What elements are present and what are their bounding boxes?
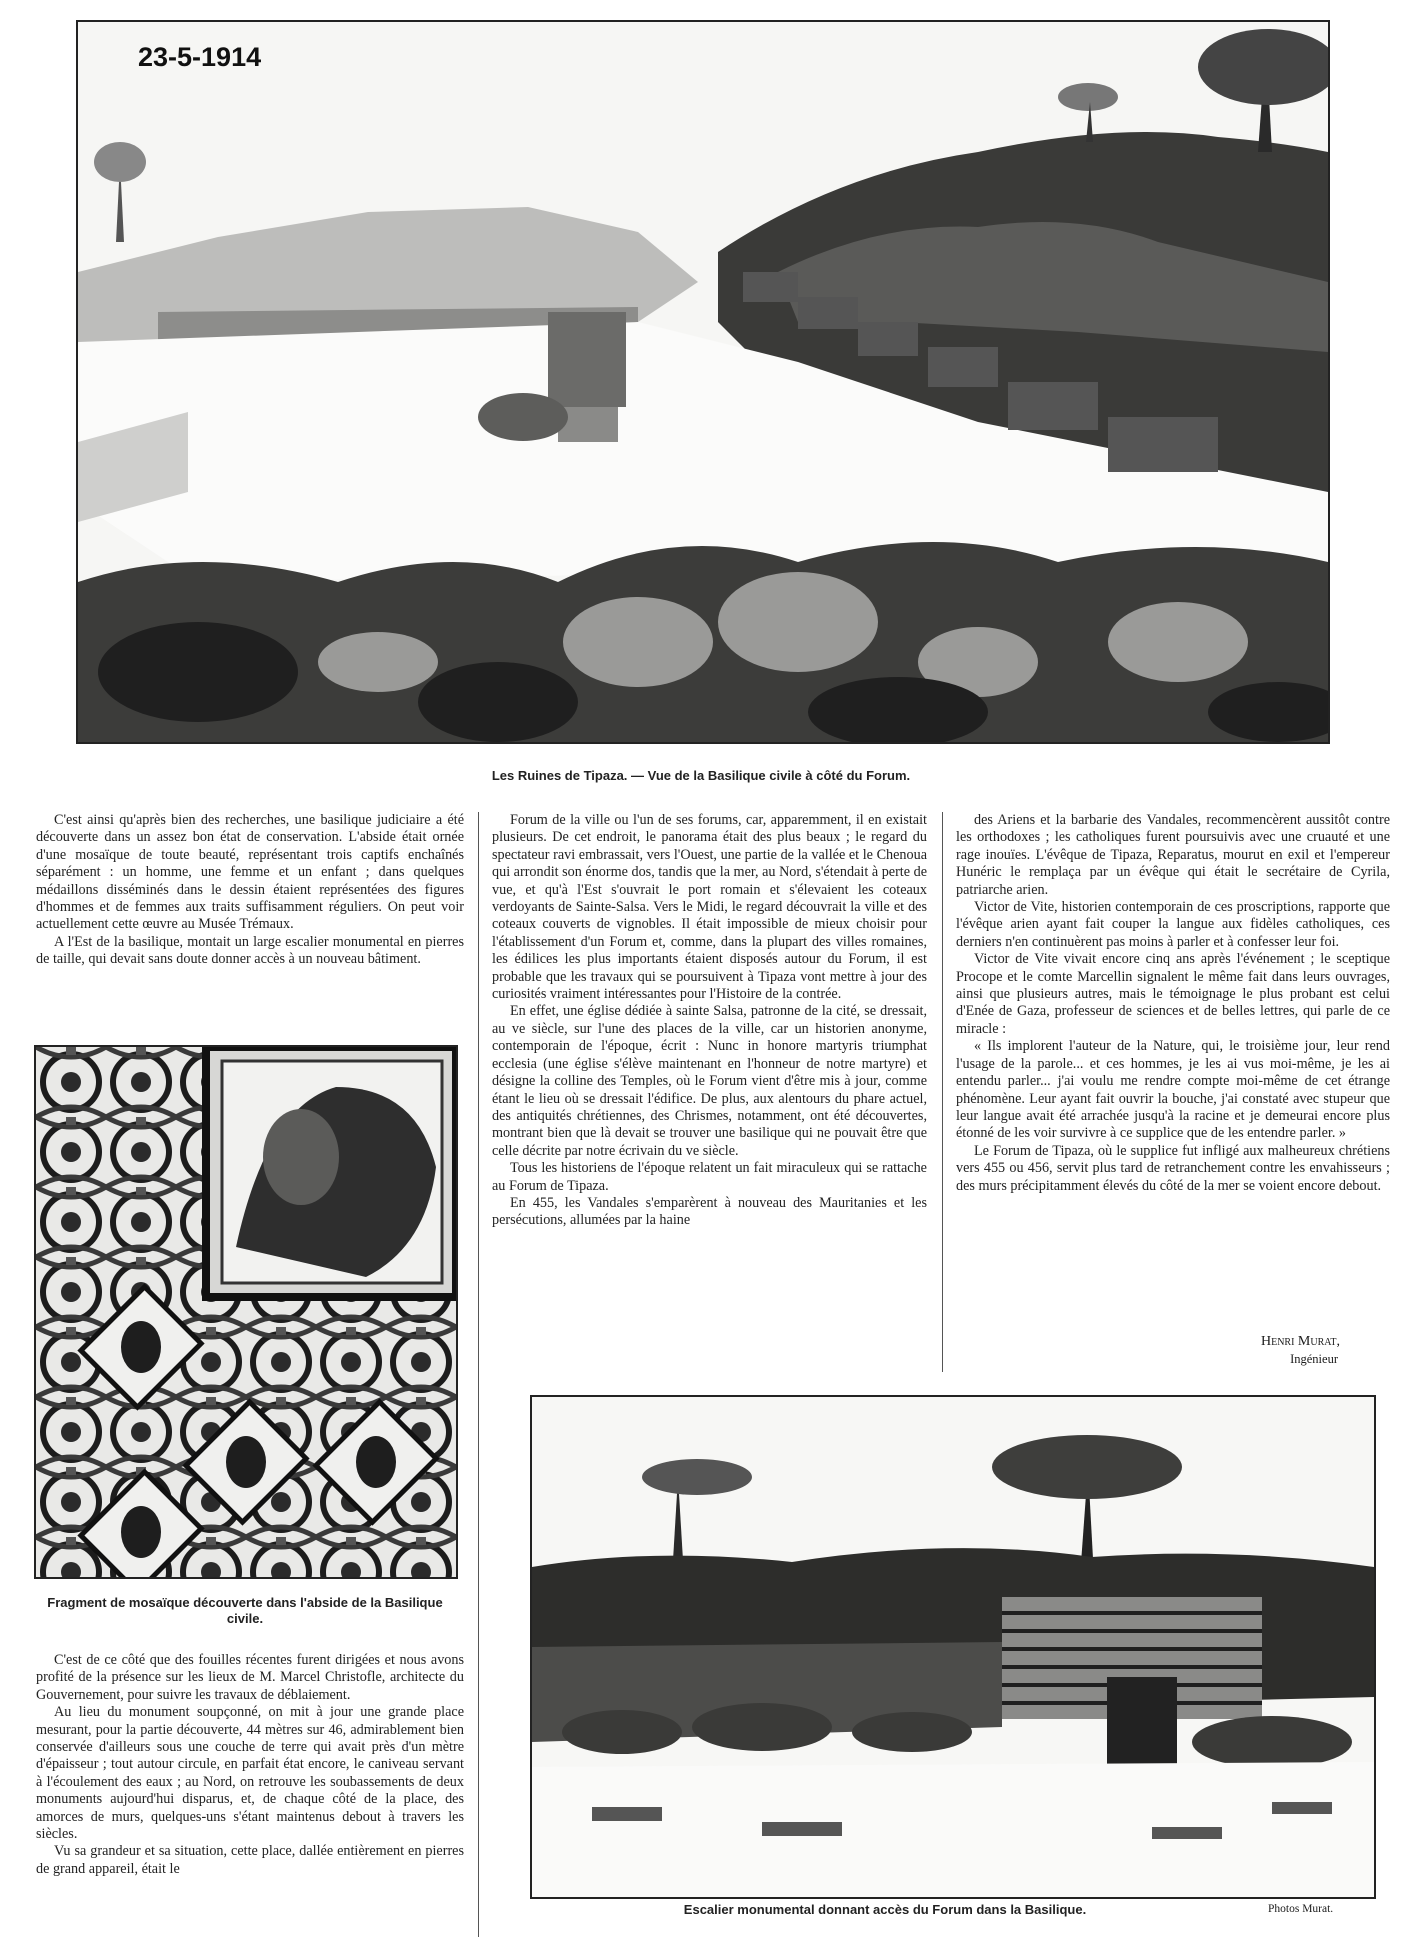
paragraph: C'est ainsi qu'après bien des recherches, une basilique judiciaire a été découverte dans un assez bon état de conservation. L'abside était ornée d'une mosaïque de toute beauté, représentant trois captifs enchaînés séparément : un homme, une femme et un enfant ; dans quelques médaillons disséminés dans le dessin étaient représentées des figures d'hommes et de femmes aux traits suffisamment réguliers. On peut voir actuellement cette œuvre au Musée Trémaux. [36,812,464,933]
article-column-1-bottom [36,1652,464,1878]
photo-mosaic-fragment [34,1045,458,1579]
photo-basilique-ruins [76,20,1330,744]
bottom-photo-caption: Escalier monumental donnant accès du Forum dans la Basilique. [683,1902,1087,1917]
staircase-illustration [532,1397,1374,1897]
paragraph: En 455, les Vandales s'emparèrent à nouveau des Mauritanies et les persécutions, allumées par la haine [492,1194,927,1229]
paragraph: En effet, une église dédiée à sainte Salsa, patronne de la cité, se dressait, au ve siècle, sur l'une des places de la ville, car un historien anonyme, contemporain de l'époque, écrit : Nunc in honore martyris triumphat ecclesia (une église s'élève maintenant en l'honneur de notre martyre) et désigne la colline des Temples, où le Forum vient d'être mis à jour, comme étant le lieu où se dressait l'édifice. De plus, aux alentours du phare actuel, des antiquités chrétiennes, des Chrismes, notamment, ont été découvertes, montrant bien que là devait se trouver une basilique qui ne pouvait être que celle décrite par notre écrivain du ve siècle. [492,1003,927,1159]
paragraph: Forum de la ville ou l'un de ses forums, car, apparemment, il en existait plusieurs. De cet endroit, le panorama était des plus beaux ; le regard du spectateur ravi embrassait, vers l'Ouest, une partie de la vallée et le Chenoua qui arrondit son énorme dos, tandis que la mer, au Nord, s'étendait à perte de vue, et qu'à l'Est s'ouvrait le port romain et s'élevaient les coteaux verdoyants de Sainte-Salsa. Vers le Midi, le regard découvrait la ville et des coteaux couverts de vignobles. Il était impossible de mieux choisir pour l'établissement d'un Forum et, comme, dans la plupart des villes romaines, les édilices les plus importants étaient disposés autour du Forum, il est probable que les travaux qui se poursuivent à Tipaza vont mettre à jour des curiosités vraiment intéressantes pour l'Histoire de la contrée. [492,812,927,1003]
photo-monumental-staircase [530,1395,1376,1899]
paragraph: Tous les historiens de l'époque relatent un fait miraculeux qui se rattache au Forum de Tipaza. [492,1160,927,1194]
article-column-2 [492,812,927,1230]
column-rule [478,812,479,1937]
paragraph: Vu sa grandeur et sa situation, cette place, dallée entièrement en pierres de grand appareil, était le [36,1843,464,1877]
photo-credit: Photos Murat. [1268,1903,1334,1915]
date-stamp: 23-5-1914 [138,42,262,72]
paragraph: Au lieu du monument soupçonné, on mit à jour une grande place mesurant, pour la partie découverte, 44 mètres sur 46, admirablement bien conservée d'ailleurs sous une couche de terre qui avait près d'un mètre d'épaisseur ; tout autour circule, en parfait état encore, le caniveau servant à l'écoulement des eaux ; au Nord, on retrouve les soubassements de deux monuments aujourd'hui disparus, et, de chaque côté de la place, des amorces de murs, quelques-uns s'étant maintenus debout à travers les siècles. [36,1704,464,1843]
mosaic-caption: Fragment de mosaïque découverte dans l'abside de la Basilique civile. [47,1595,443,1626]
paragraph: des Ariens et la barbarie des Vandales, recommencèrent aussitôt contre les orthodoxes ; les catholiques furent poursuivis avec une cruauté et une rage inouïes. L'évêque de Tipaza, Reparatus, mourut en exil et l'empereur Hunéric le remplaça par un évêque qui était le secrétaire de Cyrila, patriarche arien. [956,812,1390,898]
paragraph: A l'Est de la basilique, montait un large escalier monumental en pierres de taille, qui devait sans doute donner accès à un nouveau bâtiment. [36,933,464,968]
author-signature: Henri Murat, [1260,1334,1340,1349]
article-column-3 [956,812,1390,1195]
paragraph: Victor de Vite vivait encore cinq ans après l'événement ; le sceptique Procope et le comte Marcellin signalent le même fait dans leurs ouvrages, ainsi que plusieurs autres, mais le témoignage le plus probant est celui d'Enée de Gaza, professeur de sciences et de belles lettres, qui parle de ce miracle : [956,951,1390,1037]
author-title: Ingénieur [1290,1352,1338,1366]
paragraph: « Ils implorent l'auteur de la Nature, qui, le troisième jour, leur rend l'usage de la parole... et ces hommes, je les ai vus moi-même, je les ai entendu parler... j'ai voulu me rendre compte moi-même de cet étrange phénomène. Leur ayant fait ouvrir la bouche, j'ai constaté avec stupeur que leur langue avait été arrachée jusqu'à la racine et je demeurai encore plus étonné de les voir survivre à ce supplice que de les entendre parler. » [956,1038,1390,1142]
column-rule [942,812,943,1372]
paragraph: C'est de ce côté que des fouilles récentes furent dirigées et nous avons profité de la présence sur les lieux de M. Marcel Christofle, architecte du Gouvernement, pour suivre les travaux de déblaiement. [36,1652,464,1703]
mosaic-illustration [36,1047,456,1577]
article-column-1-top [36,812,464,969]
paragraph: Le Forum de Tipaza, où le supplice fut infligé aux malheureux chrétiens vers 455 ou 456, servit plus tard de retranchement contre les envahisseurs ; des murs précipitamment élevés du côté de la mer se voient encore debout. [956,1142,1390,1194]
paragraph: Victor de Vite, historien contemporain de ces proscriptions, rapporte que l'évêque arien ayant fait couper la langue aux fidèles catholiques, ces derniers n'en continuèrent pas moins à parler et à confesser leur foi. [956,899,1390,950]
top-photo-caption: Les Ruines de Tipaza. — Vue de la Basilique civile à côté du Forum. [491,768,911,783]
ruins-illustration [78,22,1328,742]
